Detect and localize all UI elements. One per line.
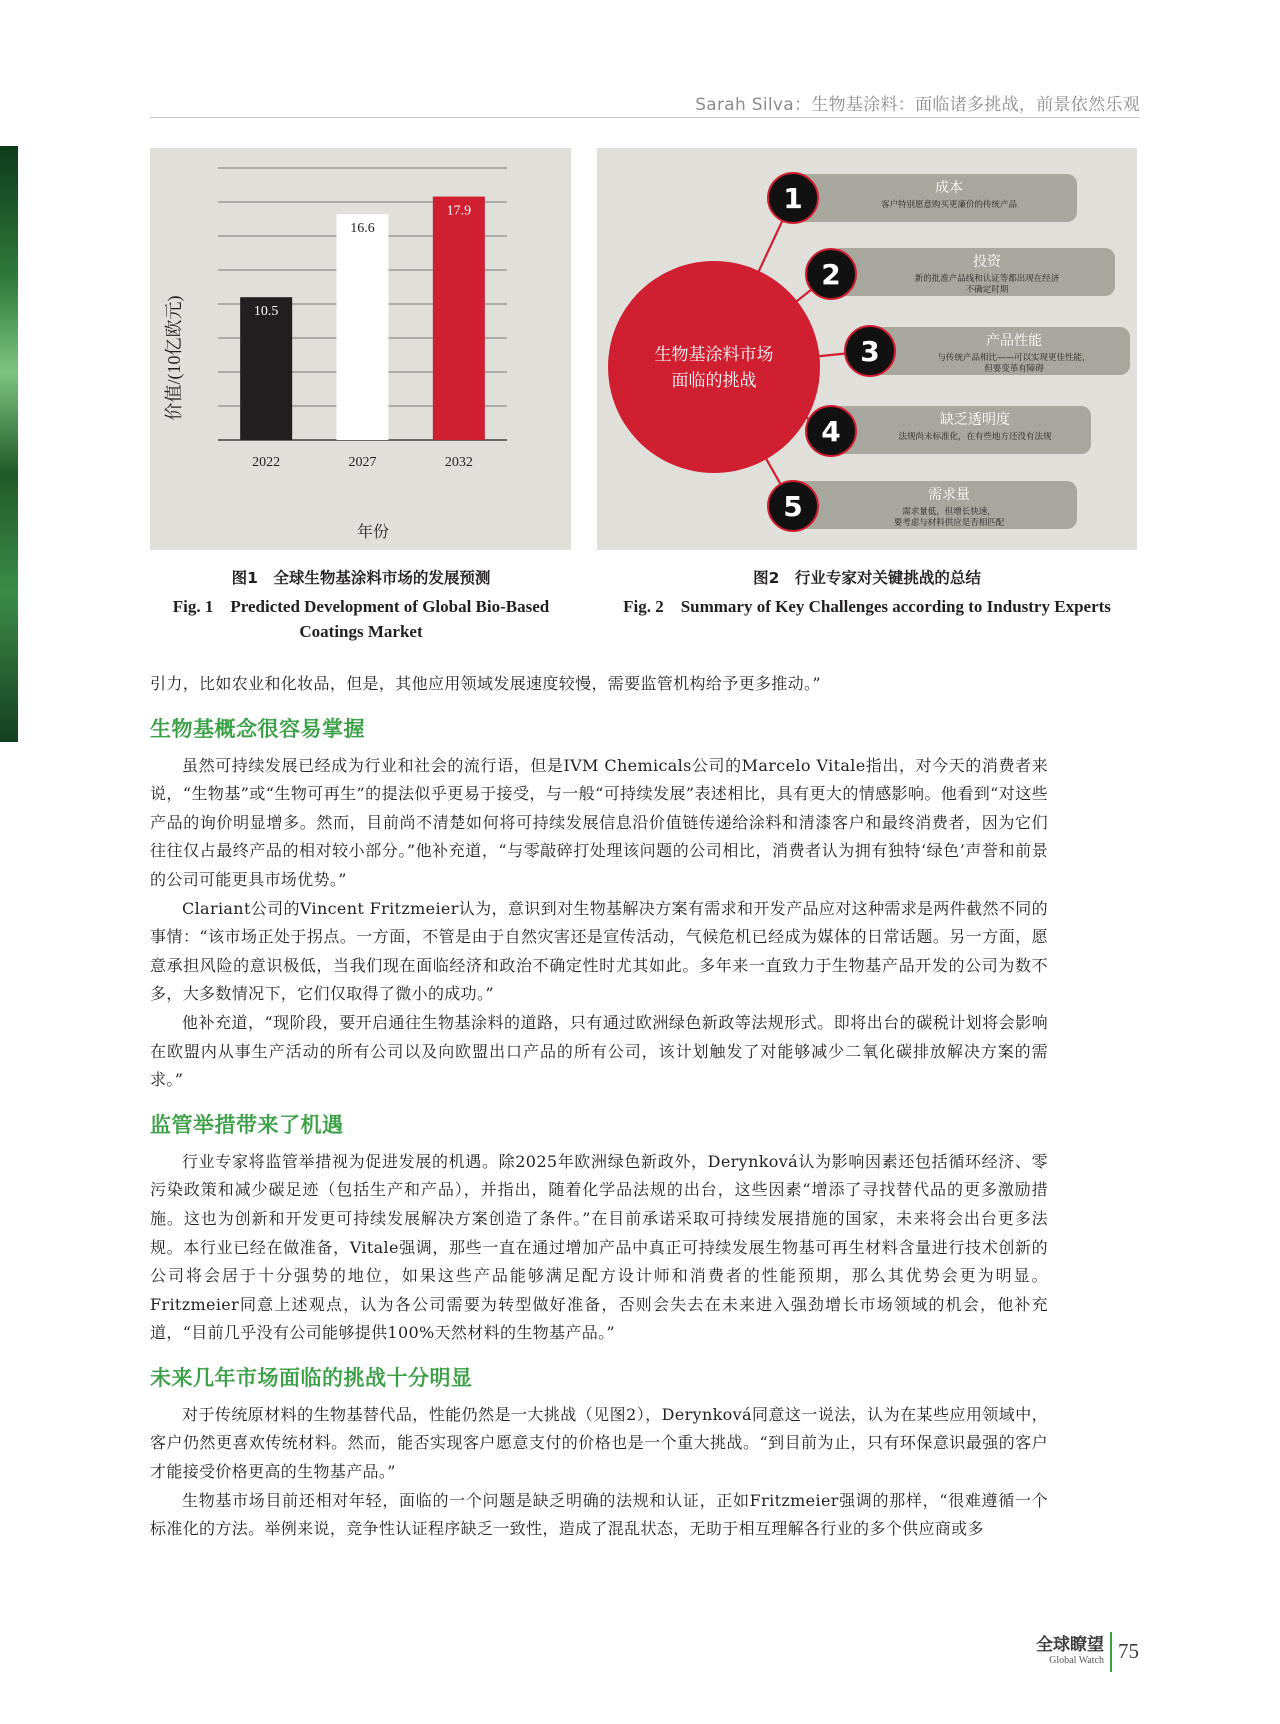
paragraph: Clariant公司的Vincent Fritzmeier认为，意识到对生物基解决方案有需求和开发产品应对这种需求是两件截然不同的事情：“该市场正处于拐点。一方面，不管是由于自然灾害还是宣传活动，气候危机已经成为媒体的日常话题。另一方面，愿意承担风险的意识极低，当我们现在面临经济和政治不确定性时尤其如此。多年来一直致力于生物基产品开发的公司为数不多，大多数情况下，它们仅取得了微小的成功。”: [150, 898, 1048, 1004]
figure1-caption-en: Fig. 1 Predicted Development of Global Bio-Based Coatings Market: [172, 597, 550, 641]
paragraph: 对于传统原材料的生物基替代品，性能仍然是一大挑战（见图2），Derynková同意这一说法，认为在某些应用领域中，客户仍然更喜欢传统材料。然而，能否实现客户愿意支付的价格也是一个重大挑战。“到目前为止，只有环保意识最强的客户才能接受价格更高的生物基产品。”: [150, 1404, 1048, 1482]
bar-chart: [150, 148, 571, 550]
challenge-item-1: [793, 174, 1077, 222]
challenge-description: 但要变革有障碍: [984, 364, 1044, 374]
challenge-item-3: [870, 327, 1130, 375]
challenge-item-2: [831, 248, 1115, 296]
challenge-description: 需求量低，但增长快速，: [902, 507, 996, 517]
challenge-description: 与传统产品相比——可以实现更佳性能，: [937, 353, 1091, 363]
x-tick-label: 2032: [444, 455, 473, 470]
figure1-chart-panel: [150, 148, 571, 550]
magazine-name-en: Global Watch: [1049, 1655, 1104, 1666]
magazine-name: [1028, 1635, 1104, 1667]
challenge-description: 不确定时期: [965, 285, 1009, 295]
number-badge-label: 5: [783, 490, 803, 523]
section-heading-challenges: 未来几年市场面临的挑战十分明显: [150, 1365, 473, 1390]
x-tick-label: 2022: [252, 455, 281, 470]
x-tick-label: 2027: [348, 455, 377, 470]
figure1-caption: [152, 566, 570, 644]
paragraph: 生物基市场目前还相对年轻，面临的一个问题是缺乏明确的法规和认证，正如Fritzmeier强调的那样，“很难遵循一个标准化的方法。举例来说，竞争性认证程序缺乏一致性，造成了混乱状态，无助于相互理解各行业的多个供应商或多: [150, 1490, 1048, 1539]
figure2-diagram-panel: [597, 148, 1137, 550]
figure2-caption: [597, 566, 1137, 619]
number-badge-label: 3: [860, 335, 880, 368]
y-axis-label: 价值/(10亿欧元): [164, 295, 184, 421]
challenge-title: 需求量: [928, 487, 970, 503]
figure2-caption-zh: 图2 行业专家对关键挑战的总结: [753, 569, 981, 587]
challenge-title: 产品性能: [986, 333, 1042, 349]
magazine-name-zh: 全球瞭望: [1036, 1635, 1104, 1655]
bar-2032: [433, 197, 485, 440]
section-heading-regulation: 监管举措带来了机遇: [150, 1112, 344, 1137]
challenges-diagram: [597, 148, 1137, 550]
bar-2027: [337, 214, 389, 440]
figure1-caption-zh: 图1 全球生物基涂料市场的发展预测: [231, 569, 491, 587]
number-badge-label: 1: [783, 182, 803, 215]
challenge-description: 法规尚未标准化，在有些地方还没有法规: [898, 432, 1052, 442]
paragraph: 虽然可持续发展已经成为行业和社会的流行语，但是IVM Chemicals公司的Marcelo Vitale指出，对今天的消费者来说，“生物基”或“生物可再生”的提法似乎更易于接受，与一般“可持续发展”表述相比，具有更大的情感影响。他看到“对这些产品的询价明显增多。然而，目前尚不清楚如何将可持续发展信息沿价值链传递给涂料和清漆客户和最终消费者，因为它们往往仅占最终产品的相对较小部分。”他补充道，“与零敲碎打处理该问题的公司相比，消费者认为拥有独特‘绿色’声誉和前景的公司可能更具市场优势。”: [150, 755, 1048, 889]
challenge-description: 新的批准产品线和认证等都出现在经济: [914, 274, 1060, 284]
page-number: 75: [1118, 1639, 1139, 1663]
challenge-item-5: [793, 481, 1077, 529]
bar-value-label: 10.5: [253, 304, 279, 320]
center-label-line1: 生物基涂料市场: [654, 345, 774, 365]
challenge-title: 缺乏透明度: [940, 412, 1010, 428]
challenge-description: 要考虑与材料供应是否相匹配: [893, 518, 1005, 528]
running-title: Sarah Silva：生物基涂料：面临诸多挑战，前景依然乐观: [695, 95, 1140, 115]
paragraph: 他补充道，“现阶段，要开启通往生物基涂料的道路，只有通过欧洲绿色新政等法规形式。即将出台的碳税计划将会影响在欧盟内从事生产活动的所有公司以及向欧盟出口产品的所有公司，该计划触发了对能够减少二氧化碳排放解决方案的需求。”: [150, 1012, 1048, 1090]
paragraph-continued: 引力，比如农业和化妆品，但是，其他应用领域发展速度较慢，需要监管机构给予更多推动。”: [150, 674, 821, 693]
bar-value-label: 16.6: [350, 221, 375, 237]
article-body: [150, 670, 1048, 1544]
edge-photo-strip: [0, 146, 18, 742]
center-label-line2: 面临的挑战: [671, 371, 757, 391]
section-heading-bio-concept: 生物基概念很容易掌握: [150, 716, 365, 741]
challenge-item-4: [831, 406, 1091, 454]
bar-value-label: 17.9: [446, 203, 472, 219]
number-badge-label: 2: [821, 258, 841, 291]
challenge-title: 成本: [935, 180, 963, 196]
figure2-caption-en: Fig. 2 Summary of Key Challenges according to Industry Experts: [623, 597, 1111, 616]
challenge-title: 投资: [973, 254, 1001, 270]
x-axis-label: 年份: [356, 522, 390, 541]
header-rule: [150, 117, 1140, 118]
number-badge-label: 4: [821, 415, 841, 448]
footer-rule: [1110, 1632, 1112, 1672]
center-circle: [608, 261, 820, 473]
challenge-description: 客户特别愿意购买更廉价的传统产品: [880, 200, 1018, 210]
paragraph: 行业专家将监管举措视为促进发展的机遇。除2025年欧洲绿色新政外，Derynková认为影响因素还包括循环经济、零污染政策和减少碳足迹（包括生产和产品），并指出，随着化学品法规的出台，这些因素“增添了寻找替代品的更多激励措施。这也为创新和开发更可持续发展解决方案创造了条件。”在目前承诺采取可持续发展措施的国家，未来将会出台更多法规。本行业已经在做准备，Vitale强调，那些一直在通过增加产品中真正可持续发展生物基可再生材料含量进行技术创新的公司将会居于十分强势的地位，如果这些产品能够满足配方设计师和消费者的性能预期，那么其优势会更为明显。Fritzmeier同意上述观点，认为各公司需要为转型做好准备，否则会失去在未来进入强劲增长市场领域的机会，他补充道，“目前几乎没有公司能够提供100%天然材料的生物基产品。”: [150, 1151, 1048, 1343]
